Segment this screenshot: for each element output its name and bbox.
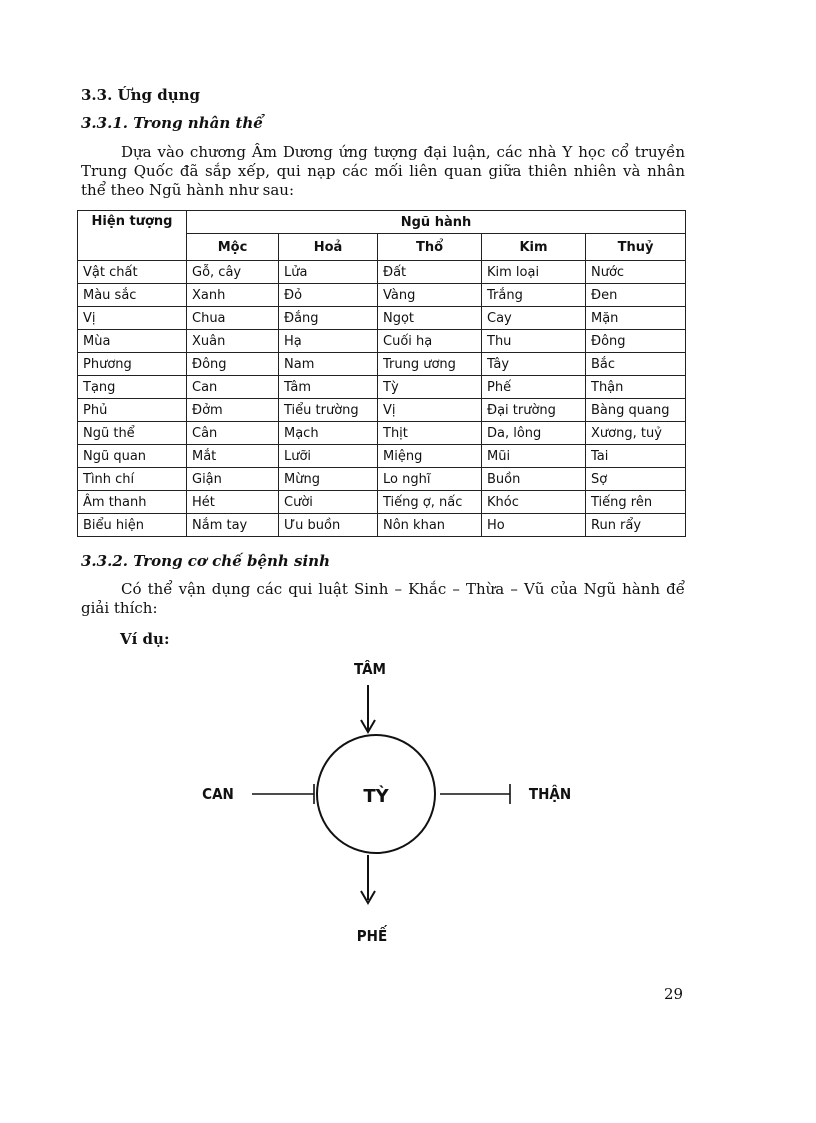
table-row bbox=[78, 422, 686, 445]
table-cell: Tây bbox=[482, 353, 586, 376]
table-cell: Xương, tuỷ bbox=[586, 422, 686, 445]
table-cell: Xanh bbox=[187, 284, 279, 307]
table-row bbox=[78, 376, 686, 399]
table-cell: Nước bbox=[586, 261, 686, 284]
table-cell: Xuân bbox=[187, 330, 279, 353]
table-cell: Tai bbox=[586, 445, 686, 468]
table-cell: Buồn bbox=[482, 468, 586, 491]
table-row-label: Tình chí bbox=[78, 468, 187, 491]
top-label: TÂM bbox=[354, 660, 386, 678]
table-row bbox=[78, 399, 686, 422]
intro-paragraph bbox=[81, 143, 685, 200]
center-label: TỲ bbox=[363, 786, 389, 807]
table-cell: Nôn khan bbox=[378, 514, 482, 537]
table-column-header: Hoả bbox=[279, 234, 378, 261]
table-row bbox=[78, 445, 686, 468]
table-cell: Tâm bbox=[279, 376, 378, 399]
table-row-label: Màu sắc bbox=[78, 284, 187, 307]
table-cell: Tiếng ợ, nấc bbox=[378, 491, 482, 514]
example-label: Ví dụ: bbox=[120, 630, 170, 648]
table-cell: Sợ bbox=[586, 468, 686, 491]
table-cell: Mũi bbox=[482, 445, 586, 468]
table-row bbox=[78, 330, 686, 353]
left-label: CAN bbox=[202, 785, 234, 803]
table-cell: Miệng bbox=[378, 445, 482, 468]
table-cell: Mạch bbox=[279, 422, 378, 445]
table-cell: Tỳ bbox=[378, 376, 482, 399]
table-row bbox=[78, 284, 686, 307]
table-cell: Can bbox=[187, 376, 279, 399]
table-cell: Đông bbox=[187, 353, 279, 376]
table-row bbox=[78, 468, 686, 491]
table-cell: Đất bbox=[378, 261, 482, 284]
table-cell: Đỏ bbox=[279, 284, 378, 307]
table-cell: Chua bbox=[187, 307, 279, 330]
table-group-header: Ngũ hành bbox=[187, 211, 686, 234]
table-cell: Ưu buồn bbox=[279, 514, 378, 537]
table-cell: Hét bbox=[187, 491, 279, 514]
table-row-label: Ngũ thể bbox=[78, 422, 187, 445]
table-cell: Phế bbox=[482, 376, 586, 399]
table-corner-header: Hiện tượng bbox=[78, 211, 187, 261]
table-cell: Giận bbox=[187, 468, 279, 491]
table-cell: Tiếng rên bbox=[586, 491, 686, 514]
table-row-label: Âm thanh bbox=[78, 491, 187, 514]
bottom-label: PHẾ bbox=[356, 927, 388, 945]
table-cell: Cân bbox=[187, 422, 279, 445]
table-cell: Ho bbox=[482, 514, 586, 537]
table-cell: Lửa bbox=[279, 261, 378, 284]
subsection-heading-2: 3.3.2. Trong cơ chế bệnh sinh bbox=[81, 552, 330, 570]
mechanism-text: Có thể vận dụng các qui luật Sinh – Khắc – Thừa – Vũ của Ngũ hành để giải thích: bbox=[81, 580, 685, 617]
table-cell: Đông bbox=[586, 330, 686, 353]
table-cell: Đắng bbox=[279, 307, 378, 330]
table-cell: Thận bbox=[586, 376, 686, 399]
table-cell: Trắng bbox=[482, 284, 586, 307]
ngu-hanh-table bbox=[77, 210, 686, 537]
table-row bbox=[78, 514, 686, 537]
table-cell: Thịt bbox=[378, 422, 482, 445]
table-row bbox=[78, 491, 686, 514]
subsection-heading-1: 3.3.1. Trong nhân thể bbox=[81, 114, 263, 132]
table-row-label: Ngũ quan bbox=[78, 445, 187, 468]
page-number: 29 bbox=[664, 985, 684, 1003]
table-cell: Mừng bbox=[279, 468, 378, 491]
table-cell: Đởm bbox=[187, 399, 279, 422]
table-row-label: Phương bbox=[78, 353, 187, 376]
table-row-label: Mùa bbox=[78, 330, 187, 353]
table-cell: Mắt bbox=[187, 445, 279, 468]
table-cell: Thu bbox=[482, 330, 586, 353]
table-cell: Ngọt bbox=[378, 307, 482, 330]
table-column-header: Thổ bbox=[378, 234, 482, 261]
table-column-header: Thuỷ bbox=[586, 234, 686, 261]
table-cell: Trung ương bbox=[378, 353, 482, 376]
table-cell: Đen bbox=[586, 284, 686, 307]
table-cell: Lưỡi bbox=[279, 445, 378, 468]
table-row-label: Tạng bbox=[78, 376, 187, 399]
table-cell: Cay bbox=[482, 307, 586, 330]
table-cell: Hạ bbox=[279, 330, 378, 353]
table-row bbox=[78, 307, 686, 330]
table-cell: Kim loại bbox=[482, 261, 586, 284]
table-cell: Gỗ, cây bbox=[187, 261, 279, 284]
mechanism-paragraph bbox=[81, 580, 685, 618]
table-row-label: Biểu hiện bbox=[78, 514, 187, 537]
table-cell: Lo nghĩ bbox=[378, 468, 482, 491]
table-cell: Vị bbox=[378, 399, 482, 422]
table-column-header: Kim bbox=[482, 234, 586, 261]
table-column-header: Mộc bbox=[187, 234, 279, 261]
intro-text: Dựa vào chương Âm Dương ứng tượng đại luận, các nhà Y học cổ truyền Trung Quốc đã sắp xếp, qui nạp các mối liên quan giữa thiên nhiên và nhân thể theo Ngũ hành như sau: bbox=[81, 143, 685, 199]
table-row-label: Vật chất bbox=[78, 261, 187, 284]
table-row-label: Phủ bbox=[78, 399, 187, 422]
right-label: THẬN bbox=[528, 785, 572, 803]
table-cell: Tiểu trường bbox=[279, 399, 378, 422]
table-cell: Nắm tay bbox=[187, 514, 279, 537]
table-row bbox=[78, 261, 686, 284]
five-elements-diagram bbox=[190, 650, 610, 950]
table-cell: Cười bbox=[279, 491, 378, 514]
table-cell: Da, lông bbox=[482, 422, 586, 445]
table-row bbox=[78, 353, 686, 376]
table-cell: Vàng bbox=[378, 284, 482, 307]
table-cell: Bàng quang bbox=[586, 399, 686, 422]
table-row-label: Vị bbox=[78, 307, 187, 330]
table-cell: Run rẩy bbox=[586, 514, 686, 537]
table-cell: Mặn bbox=[586, 307, 686, 330]
section-heading: 3.3. Ứng dụng bbox=[81, 86, 201, 104]
table-cell: Cuối hạ bbox=[378, 330, 482, 353]
table-cell: Bắc bbox=[586, 353, 686, 376]
table-cell: Đại trường bbox=[482, 399, 586, 422]
table-cell: Nam bbox=[279, 353, 378, 376]
table-cell: Khóc bbox=[482, 491, 586, 514]
